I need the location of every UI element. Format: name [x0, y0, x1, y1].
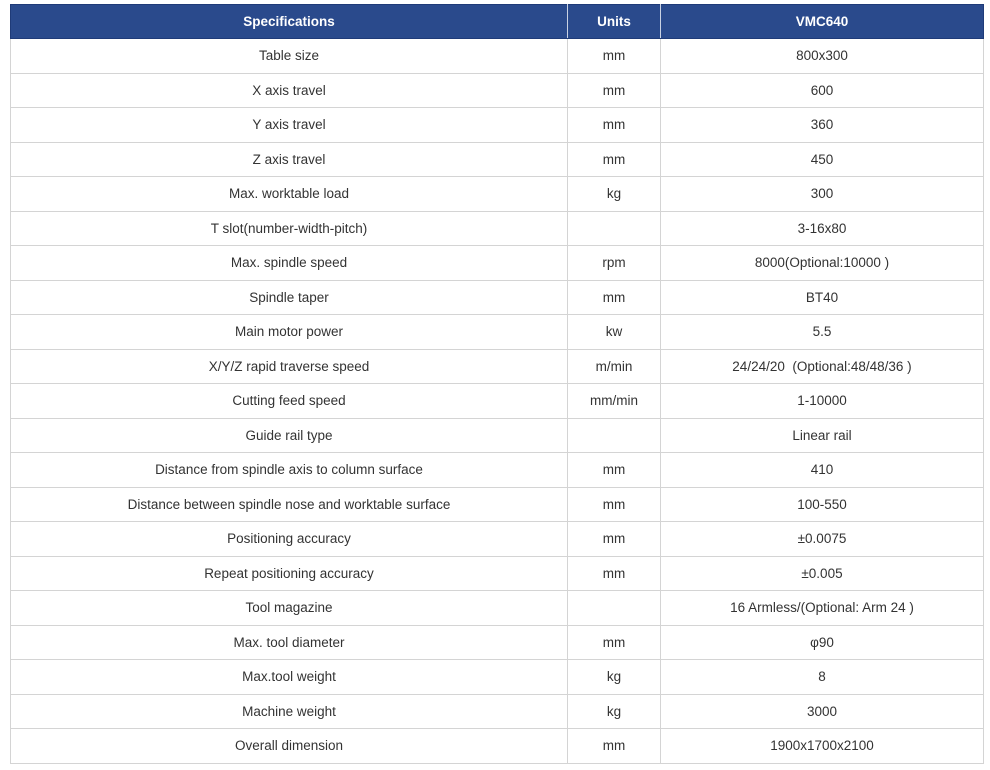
value-cell: 24/24/20 (Optional:48/48/36 ) [661, 349, 984, 384]
spec-name-cell: Y axis travel [11, 108, 568, 143]
spec-name-cell: Z axis travel [11, 142, 568, 177]
unit-cell: mm [568, 108, 661, 143]
value-cell: 1900x1700x2100 [661, 729, 984, 764]
table-row [11, 39, 984, 74]
table-row [11, 142, 984, 177]
unit-cell: mm [568, 556, 661, 591]
spec-name-cell: Positioning accuracy [11, 522, 568, 557]
value-cell: 450 [661, 142, 984, 177]
value-cell: Linear rail [661, 418, 984, 453]
spec-name-cell: Tool magazine [11, 591, 568, 626]
value-cell: 8000(Optional:10000 ) [661, 246, 984, 281]
value-cell: 600 [661, 73, 984, 108]
unit-cell: mm [568, 280, 661, 315]
spec-name-cell: Distance from spindle axis to column surface [11, 453, 568, 488]
table-row [11, 246, 984, 281]
unit-cell: mm/min [568, 384, 661, 419]
unit-cell: rpm [568, 246, 661, 281]
specifications-table [10, 4, 984, 764]
table-row [11, 694, 984, 729]
value-cell: 16 Armless/(Optional: Arm 24 ) [661, 591, 984, 626]
table-row [11, 591, 984, 626]
table-row [11, 729, 984, 764]
value-cell: 5.5 [661, 315, 984, 350]
value-cell: 800x300 [661, 39, 984, 74]
unit-cell: mm [568, 453, 661, 488]
unit-cell: mm [568, 522, 661, 557]
spec-name-cell: Repeat positioning accuracy [11, 556, 568, 591]
unit-cell [568, 418, 661, 453]
value-cell: 410 [661, 453, 984, 488]
value-cell: 300 [661, 177, 984, 212]
table-row [11, 73, 984, 108]
spec-name-cell: Spindle taper [11, 280, 568, 315]
value-cell: 3-16x80 [661, 211, 984, 246]
value-cell: ±0.005 [661, 556, 984, 591]
value-cell: φ90 [661, 625, 984, 660]
spec-name-cell: Max. worktable load [11, 177, 568, 212]
table-row [11, 349, 984, 384]
unit-cell: m/min [568, 349, 661, 384]
table-row [11, 418, 984, 453]
spec-name-cell: Guide rail type [11, 418, 568, 453]
table-row [11, 522, 984, 557]
unit-cell: kg [568, 694, 661, 729]
table-row [11, 453, 984, 488]
value-cell: 3000 [661, 694, 984, 729]
spec-name-cell: T slot(number-width-pitch) [11, 211, 568, 246]
value-cell: ±0.0075 [661, 522, 984, 557]
value-cell: 360 [661, 108, 984, 143]
value-cell: 8 [661, 660, 984, 695]
table-row [11, 384, 984, 419]
unit-cell: mm [568, 39, 661, 74]
table-row [11, 108, 984, 143]
table-row [11, 556, 984, 591]
unit-cell: mm [568, 73, 661, 108]
unit-cell: kg [568, 660, 661, 695]
spec-name-cell: Max. tool diameter [11, 625, 568, 660]
value-cell: 1-10000 [661, 384, 984, 419]
table-row [11, 211, 984, 246]
header-model: VMC640 [661, 5, 984, 39]
unit-cell: kg [568, 177, 661, 212]
spec-name-cell: X/Y/Z rapid traverse speed [11, 349, 568, 384]
unit-cell: mm [568, 142, 661, 177]
spec-name-cell: Overall dimension [11, 729, 568, 764]
header-units: Units [568, 5, 661, 39]
spec-table-container [10, 4, 983, 764]
spec-name-cell: Max. spindle speed [11, 246, 568, 281]
value-cell: 100-550 [661, 487, 984, 522]
unit-cell: kw [568, 315, 661, 350]
value-cell: BT40 [661, 280, 984, 315]
unit-cell: mm [568, 625, 661, 660]
table-row [11, 280, 984, 315]
spec-name-cell: X axis travel [11, 73, 568, 108]
table-row [11, 487, 984, 522]
unit-cell [568, 591, 661, 626]
table-row [11, 625, 984, 660]
table-body [11, 39, 984, 764]
spec-name-cell: Max.tool weight [11, 660, 568, 695]
spec-name-cell: Table size [11, 39, 568, 74]
unit-cell: mm [568, 729, 661, 764]
table-header-row [11, 5, 984, 39]
table-row [11, 660, 984, 695]
spec-name-cell: Distance between spindle nose and worktable surface [11, 487, 568, 522]
spec-name-cell: Main motor power [11, 315, 568, 350]
unit-cell [568, 211, 661, 246]
spec-name-cell: Machine weight [11, 694, 568, 729]
header-specifications: Specifications [11, 5, 568, 39]
table-row [11, 315, 984, 350]
spec-name-cell: Cutting feed speed [11, 384, 568, 419]
table-row [11, 177, 984, 212]
unit-cell: mm [568, 487, 661, 522]
